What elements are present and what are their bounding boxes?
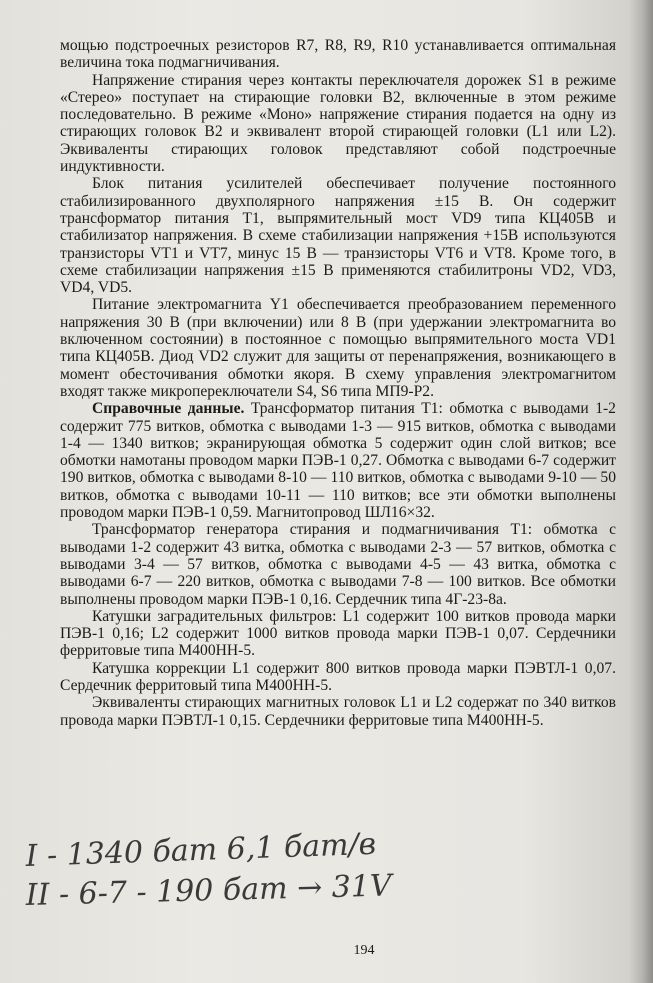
paragraph: Катушки заградительных фильтров: L1 содержит 100 витков провода марки ПЭВ-1 0,16; L2 содержит 1000 витков провода марки ПЭВ-1 0,07. Сердечники ферритовые типа М400НН-5. — [60, 607, 616, 660]
paragraph-text: Трансформатор питания T1: обмотка с выводами 1-2 содержит 775 витков, обмотка с выводами 1-3 — 915 витков, обмотка с выводами 1-4 — 1340 витков; экранирующая обмотка 5 содержит один слой витков; все обмотки намотаны проводом марки ПЭВ-1 0,27. Обмотка с выводами 6-7 содержит 190 витков, обмотка с выводами 8-10 — 110 витков, обмотка с выводами 9-10 — 50 витков, обмотка с выводами 10-11 — 110 витков; все эти обмотки выполнены проводом марки ПЭВ-1 0,59. Магнитопровод ШЛ16×32. — [60, 400, 616, 522]
page-number: 194 — [353, 943, 375, 958]
paragraph: Питание электромагнита Y1 обеспечивается преобразованием переменного напряжения 30 В (при включении) или 8 В (при удержании электромагнита во включенном состоянии) в постоянное с помощью выпрямительного моста VD1 типа КЦ405В. Диод VD2 служит для защиты от перенапряжения, возникающего в момент обесточивания обмотки якоря. В схему управления электромагнитом входят также микропереключатели S4, S6 типа МП9-Р2. — [60, 296, 616, 400]
paragraph: Блок питания усилителей обеспечивает получение постоянного стабилизированного двухполярного напряжения ±15 В. Он содержит трансформатор питания T1, выпрямительный мост VD9 типа КЦ405В и стабилизатор напряжения. В схеме стабилизации напряжения +15В используются транзисторы VT1 и VT7, минус 15 В — транзисторы VT6 и VT8. Кроме того, в схеме стабилизации напряжения ±15 В применяются стабилитроны VD2, VD3, VD4, VD5. — [60, 175, 616, 297]
paragraph: Напряжение стирания через контакты переключателя дорожек S1 в режиме «Стерео» поступает на стирающие головки B2, включенные в этом режиме последовательно. В режиме «Моно» напряжение стирания подается на одну из стирающих головок B2 и эквивалент второй стирающей головки (L1 или L2). Эквиваленты стирающих головок представляют собой подстроечные индуктивности. — [60, 71, 616, 176]
reference-data-heading: Справочные данные. — [92, 400, 245, 418]
paragraph: Эквиваленты стирающих магнитных головок L1 и L2 содержат по 340 витков провода марки ПЭВТЛ-1 0,15. Сердечники ферритовые типа М400НН-5. — [60, 694, 616, 729]
paragraph: Катушка коррекции L1 содержит 800 витков провода марки ПЭВТЛ-1 0,07. Сердечник ферритовый типа М400НН-5. — [60, 659, 616, 694]
paragraph: Трансформатор генератора стирания и подмагничивания T1: обмотка с выводами 1-2 содержит 43 витка, обмотка с выводами 2-3 — 57 витков, обмотка с выводами 3-4 — 57 витков, обмотка с выводами 4-5 — 43 витка, обмотка с выводами 6-7 — 220 витков, обмотка с выводами 7-8 — 100 витков. Все обмотки выполнены проводом марки ПЭВ-1 0,16. Сердечник типа 4Г-23-8а. — [60, 521, 616, 608]
paragraph: мощью подстроечных резисторов R7, R8, R9, R10 устанавливается оптимальная величина тока подмагничивания. — [60, 37, 616, 72]
handwritten-note-line: I - 1340 бат 6,1 бат/в — [25, 826, 377, 874]
handwritten-note-line: II - 6-7 - 190 бат → 31V — [25, 868, 393, 913]
